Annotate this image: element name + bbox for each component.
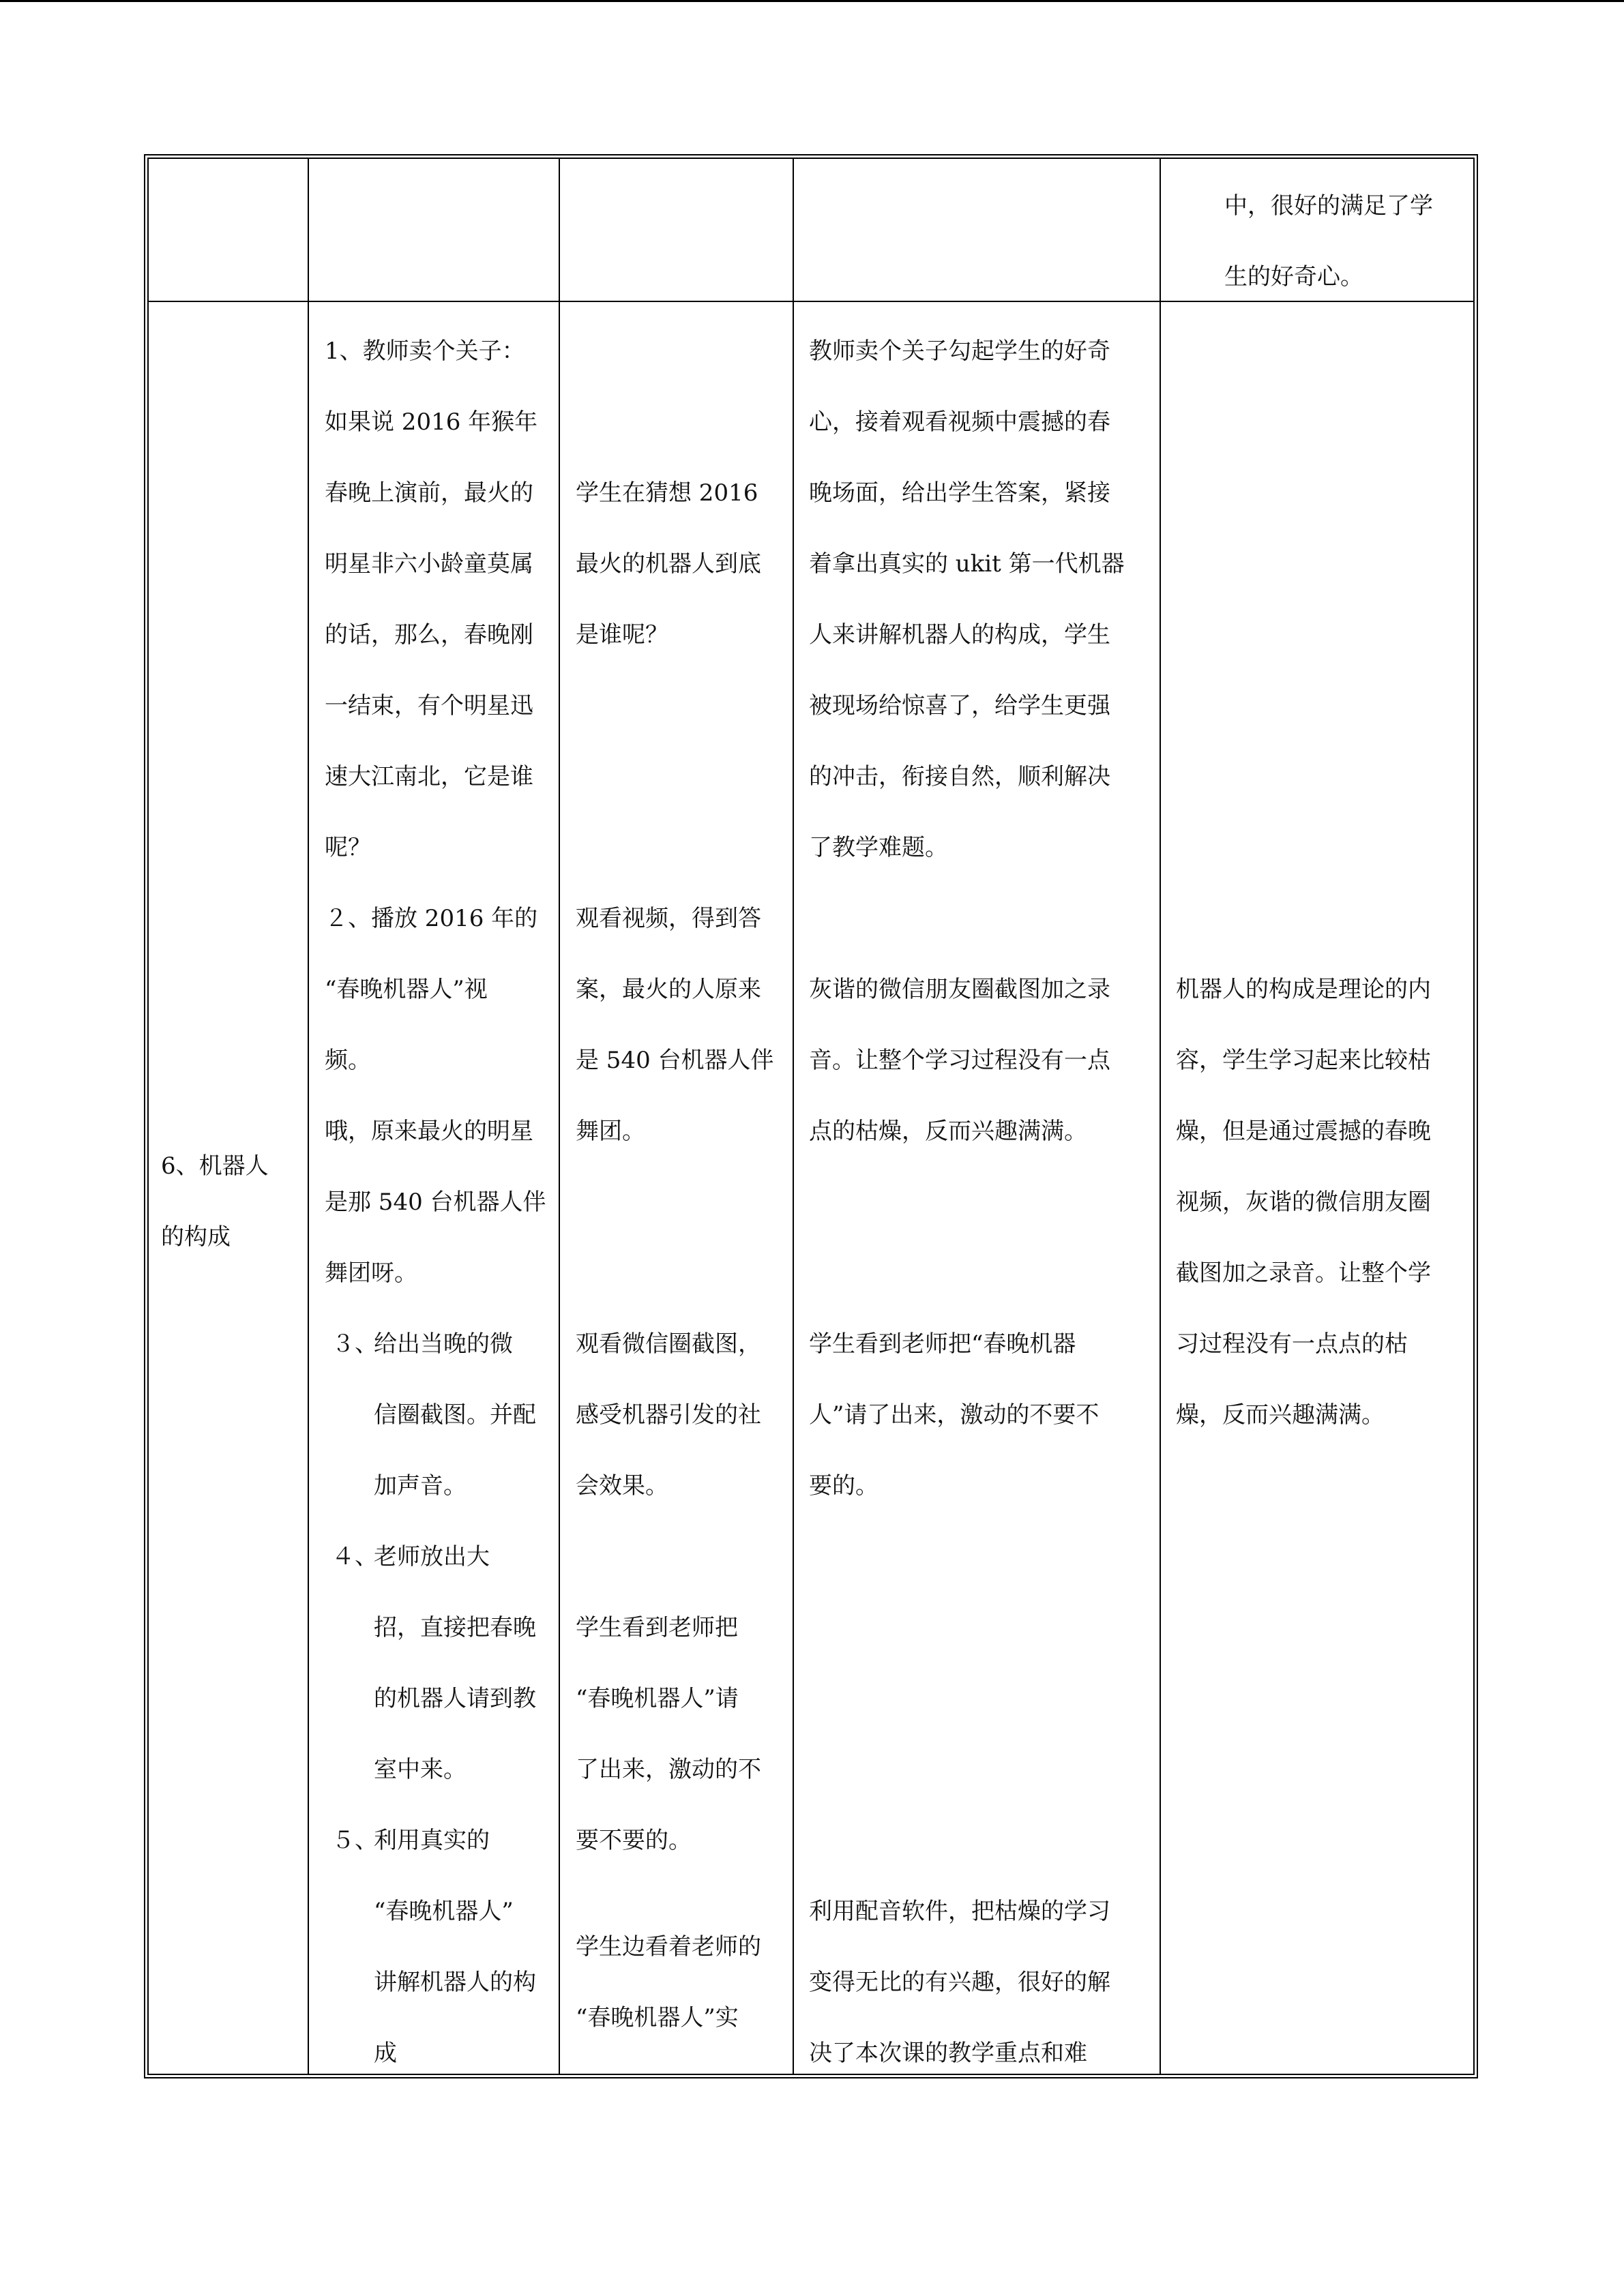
text-line: 讲解机器人的构 [374,1969,536,1996]
text-line: 舞团。 [576,1118,645,1145]
text-line: 成 [374,2040,397,2067]
numbered-step [325,1805,546,1876]
text-line: 一结束，有个明星迅 [325,692,533,719]
text-line: 是那 540 台机器人伴 [325,1189,546,1216]
text-line: 春晚上演前，最火的 [325,479,533,507]
text-line: 加声音。 [374,1472,467,1500]
text-line: 了教学难题。 [809,834,948,861]
text-line: 视频，灰谐的微信朋友圈 [1176,1189,1431,1216]
text-line: 利用配音软件，把枯燥的学习 [809,1898,1110,1925]
design-intent-block [809,1876,1110,2089]
student-activity-block [576,883,774,1167]
step-number: ４、 [331,1543,378,1570]
text-line: 要的。 [809,1472,879,1500]
text-line: 利用真实的 [374,1827,490,1854]
text-line: 容，学生学习起来比较枯 [1176,1047,1431,1074]
text-line: 点的枯燥，反而兴趣满满。 [809,1118,1087,1145]
text-line: 燥，但是通过震撼的春晚 [1176,1118,1431,1145]
text-line: 音。让整个学习过程没有一点 [809,1047,1110,1074]
text-line: 晚场面，给出学生答案，紧接 [809,479,1110,507]
text-line: “春晚机器人”视 [325,976,488,1003]
student-activity-block [576,1309,761,1521]
text-line: 舞团呀。 [325,1259,417,1287]
text-line: 感受机器引发的社 [576,1401,761,1429]
text-line: “春晚机器人”请 [576,1685,739,1712]
text-line: 呢？ [325,834,371,861]
text-line: 频。 [325,1047,371,1074]
page-top-border [0,0,1624,2]
column-divider [559,158,560,2075]
text-line: 招，直接把春晚 [374,1614,536,1641]
column-divider [1160,158,1161,2075]
text-line: 人来讲解机器人的构成，学生 [809,621,1110,648]
teacher-activities-cell [325,316,546,2089]
text-line: 如果说 2016 年猴年 [325,408,538,436]
text-line: 最火的机器人到底 [576,550,761,578]
text-line: 中，很好的满足了学 [1224,192,1433,220]
text-line: 人”请了出来，激动的不要不 [809,1401,1099,1429]
text-line: 给出当晚的微 [374,1330,513,1358]
step-number: ５、 [331,1827,378,1854]
text-line: 学生看到老师把“春晚机器 [809,1330,1076,1358]
text-line: 灰谐的微信朋友圈截图加之录 [809,976,1110,1003]
text-line: 观看微信圈截图， [576,1330,761,1358]
numbered-step [325,1521,546,1592]
text-line: 燥，反而兴趣满满。 [1176,1401,1385,1429]
text-line: “春晚机器人”实 [576,2004,739,2031]
text-line: 会效果。 [576,1472,668,1500]
text-line: 教师卖个关子勾起学生的好奇 [809,338,1110,365]
text-line: 的话，那么，春晚刚 [325,621,533,648]
text-line: 学生边看着老师的 [576,1933,761,1960]
column-divider [793,158,794,2075]
text-line: 机器人的构成是理论的内 [1176,976,1431,1003]
text-line: “春晚机器人” [374,1898,514,1925]
text-line: ２、播放 2016 年的 [325,905,538,932]
text-line: 是 540 台机器人伴 [576,1047,774,1074]
text-line: 被现场给惊喜了，给学生更强 [809,692,1110,719]
text-line: 明星非六小龄童莫属 [325,550,533,578]
text-line: 截图加之录音。让整个学 [1176,1259,1431,1287]
text-line: 1、教师卖个关子： [325,338,525,365]
text-line: 了出来，激动的不 [576,1756,761,1783]
column-divider [308,158,309,2075]
design-intent-block [809,316,1125,883]
text-line: 心，接着观看视频中震撼的春 [809,408,1110,436]
design-intent-block [809,1309,1099,1521]
text-line: 哦，原来最火的明星 [325,1118,533,1145]
text-line: 观看视频，得到答 [576,905,761,932]
text-line: 老师放出大 [374,1543,490,1570]
section-title-line: 6、机器人 [161,1152,269,1180]
text-line: 着拿出真实的 ukit 第一代机器 [809,550,1125,578]
text-line: 生的好奇心。 [1224,263,1363,290]
section-title-cell [161,1131,269,1272]
text-line: 变得无比的有兴趣，很好的解 [809,1969,1110,1996]
text-line: 案，最火的人原来 [576,976,761,1003]
text-line: 学生在猜想 2016 [576,479,758,507]
text-line: 习过程没有一点点的枯 [1176,1330,1408,1358]
text-line: 信圈截图。并配 [374,1401,536,1429]
text-line: 要不要的。 [576,1827,692,1854]
design-intent-block [809,954,1110,1167]
step-number: ３、 [331,1330,378,1358]
reflection-cell [1176,954,1431,1450]
text-line: 室中来。 [374,1756,467,1783]
text-line: 的冲击，衔接自然，顺利解决 [809,763,1110,790]
section-title-line: 的构成 [161,1223,231,1251]
text-line: 决了本次课的教学重点和难 [809,2040,1087,2067]
student-activity-block [576,1911,761,2053]
text-line: 学生看到老师把 [576,1614,738,1641]
text-line: 的机器人请到教 [374,1685,536,1712]
student-activity-block [576,458,761,670]
prev-row-reflection-cell [1224,170,1433,312]
student-activity-block [576,1592,761,1876]
text-line: 速大江南北，它是谁 [325,763,533,790]
text-line: 是谁呢？ [576,621,668,648]
numbered-step [325,1309,546,1380]
